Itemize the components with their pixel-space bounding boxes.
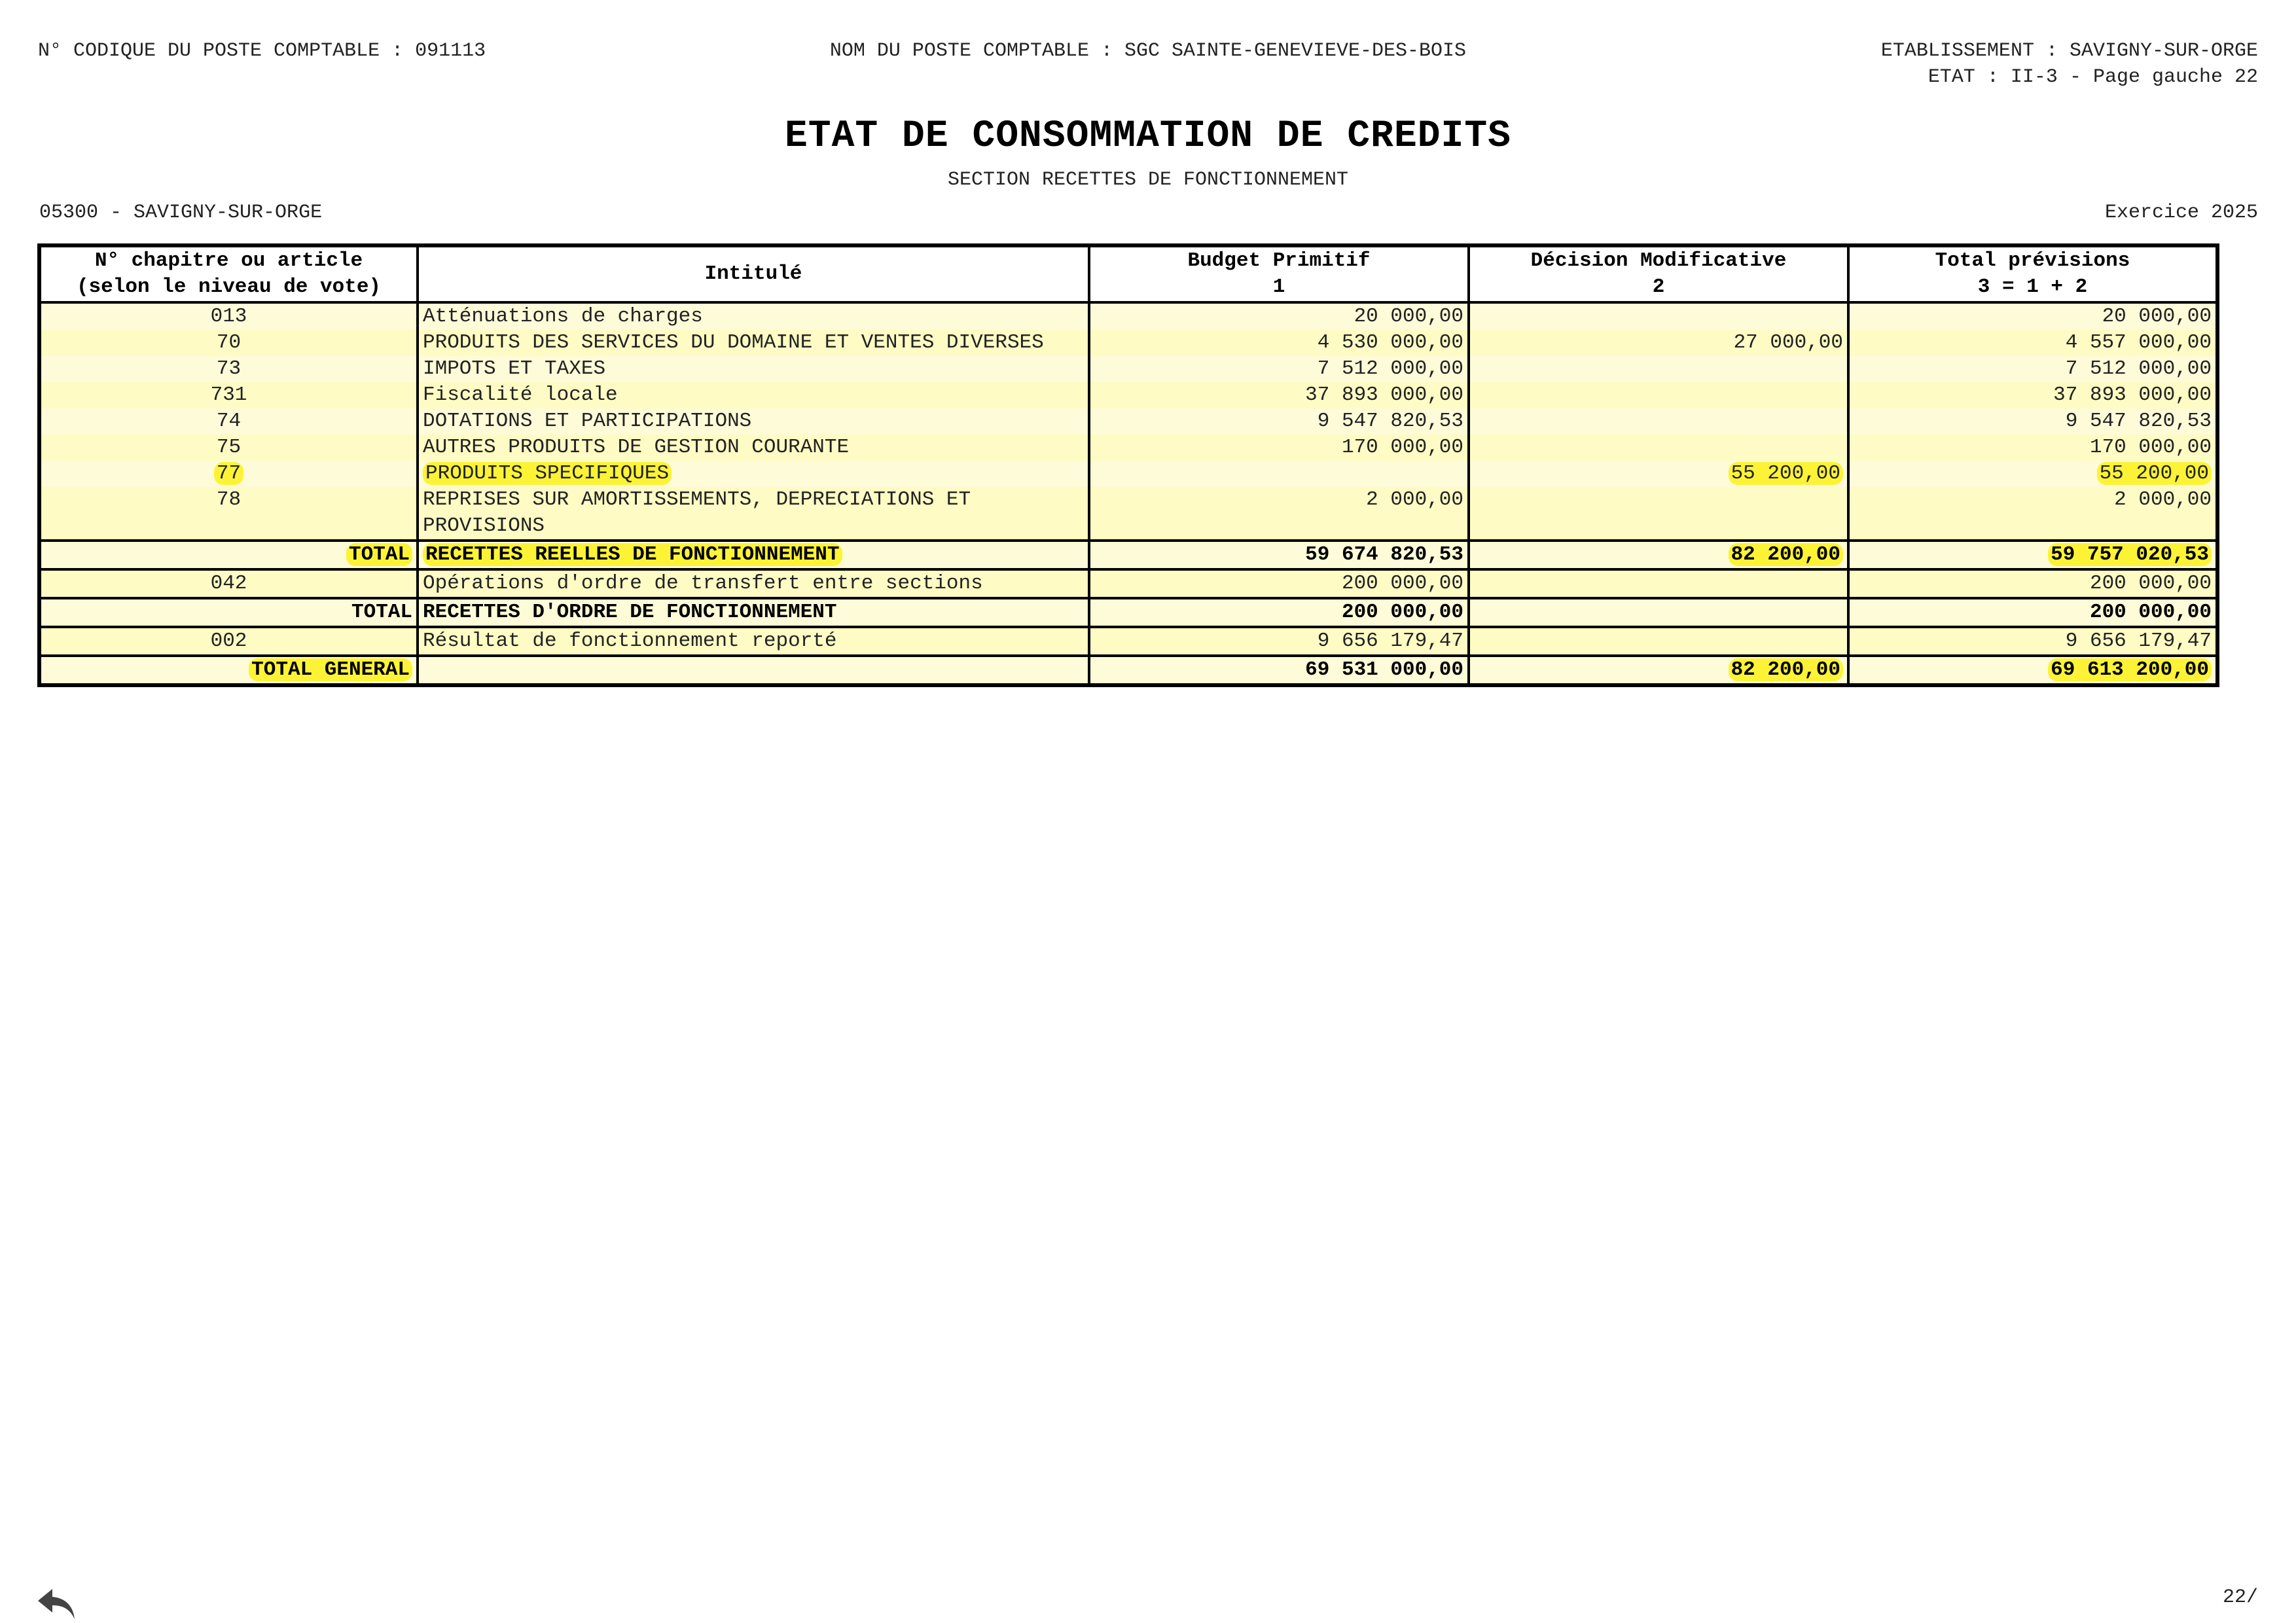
row-bp: 37 893 000,00 [1089, 382, 1469, 408]
row-bp: 20 000,00 [1089, 302, 1469, 330]
row-code: 73 [39, 356, 418, 382]
codique-poste-comptable: N° CODIQUE DU POSTE COMPTABLE : 091113 [38, 40, 486, 62]
row-label: Fiscalité locale [418, 382, 1089, 408]
row-bp [1089, 461, 1469, 487]
row-bp: 4 530 000,00 [1089, 330, 1469, 356]
row-code: 77 [39, 461, 418, 487]
row-code: 042 [39, 569, 418, 598]
table-row [39, 330, 2217, 356]
total-recettes-reelles-row [39, 541, 2217, 569]
row-dm [1469, 569, 1848, 598]
row-label: PRODUITS DES SERVICES DU DOMAINE ET VENTES DIVERSES [418, 330, 1089, 356]
row-bp: 200 000,00 [1089, 569, 1469, 598]
table-row [39, 302, 2217, 330]
row-dm [1469, 382, 1848, 408]
total-bp: 200 000,00 [1089, 598, 1469, 627]
row-total: 55 200,00 [1848, 461, 2217, 487]
row-label: PRODUITS SPECIFIQUES [418, 461, 1089, 487]
undo-arrow-icon[interactable] [35, 1586, 81, 1623]
row-code: 731 [39, 382, 418, 408]
total-code: TOTAL [39, 598, 418, 627]
row-bp: 9 547 820,53 [1089, 408, 1469, 435]
total-dm: 82 200,00 [1469, 541, 1848, 569]
row-dm [1469, 356, 1848, 382]
collectivite-label: 05300 - SAVIGNY-SUR-ORGE [39, 202, 323, 224]
row-total: 37 893 000,00 [1848, 382, 2217, 408]
table-row [39, 408, 2217, 435]
table-row [39, 569, 2217, 598]
table-row [39, 382, 2217, 408]
table-row [39, 435, 2217, 461]
row-total: 200 000,00 [1848, 569, 2217, 598]
table-row-highlighted [39, 461, 2217, 487]
total-dm [1469, 598, 1848, 627]
row-dm [1469, 302, 1848, 330]
exercice-label: Exercice 2025 [2104, 202, 2258, 224]
row-label: REPRISES SUR AMORTISSEMENTS, DEPRECIATIONS ET PROVISIONS [418, 487, 1089, 541]
total-recettes-ordre-row [39, 598, 2217, 627]
row-bp: 9 656 179,47 [1089, 627, 1469, 656]
row-label: Atténuations de charges [418, 302, 1089, 330]
row-total: 9 547 820,53 [1848, 408, 2217, 435]
total-bp: 59 674 820,53 [1089, 541, 1469, 569]
col-header-intitule: Intitulé [418, 245, 1089, 302]
row-dm [1469, 408, 1848, 435]
table-row [39, 487, 2217, 541]
page-title: ETAT DE CONSOMMATION DE CREDITS [785, 115, 1511, 158]
total-total: 59 757 020,53 [1848, 541, 2217, 569]
total-general-row [39, 656, 2217, 685]
row-total: 20 000,00 [1848, 302, 2217, 330]
total-bp: 69 531 000,00 [1089, 656, 1469, 685]
row-dm [1469, 627, 1848, 656]
total-code: TOTAL GENERAL [39, 656, 418, 685]
row-code: 70 [39, 330, 418, 356]
total-label [418, 656, 1089, 685]
row-code: 013 [39, 302, 418, 330]
page-number: 22/ [2222, 1586, 2258, 1609]
col-header-total-previsions: Total prévisions 3 = 1 + 2 [1848, 245, 2217, 302]
row-bp: 7 512 000,00 [1089, 356, 1469, 382]
nom-poste-comptable: NOM DU POSTE COMPTABLE : SGC SAINTE-GENEVIEVE-DES-BOIS [829, 40, 1467, 62]
row-bp: 2 000,00 [1089, 487, 1469, 541]
row-dm: 55 200,00 [1469, 461, 1848, 487]
etat-page-label: ETAT : II-3 - Page gauche 22 [1928, 66, 2258, 88]
total-total: 200 000,00 [1848, 598, 2217, 627]
total-label: RECETTES D'ORDRE DE FONCTIONNEMENT [418, 598, 1089, 627]
table-header-row [39, 245, 2217, 302]
credits-table [37, 243, 2219, 687]
row-label: Opérations d'ordre de transfert entre sections [418, 569, 1089, 598]
total-label: RECETTES REELLES DE FONCTIONNEMENT [418, 541, 1089, 569]
col-header-chapitre: N° chapitre ou article (selon le niveau de vote) [39, 245, 418, 302]
row-code: 78 [39, 487, 418, 541]
row-dm: 27 000,00 [1469, 330, 1848, 356]
row-total: 9 656 179,47 [1848, 627, 2217, 656]
row-total: 170 000,00 [1848, 435, 2217, 461]
row-bp: 170 000,00 [1089, 435, 1469, 461]
row-label: IMPOTS ET TAXES [418, 356, 1089, 382]
row-code: 74 [39, 408, 418, 435]
row-label: Résultat de fonctionnement reporté [418, 627, 1089, 656]
row-dm [1469, 487, 1848, 541]
row-label: DOTATIONS ET PARTICIPATIONS [418, 408, 1089, 435]
section-subtitle: SECTION RECETTES DE FONCTIONNEMENT [947, 169, 1349, 191]
row-total: 7 512 000,00 [1848, 356, 2217, 382]
etablissement-label: ETABLISSEMENT : SAVIGNY-SUR-ORGE [1880, 40, 2258, 62]
total-dm: 82 200,00 [1469, 656, 1848, 685]
row-code: 002 [39, 627, 418, 656]
row-total: 4 557 000,00 [1848, 330, 2217, 356]
total-code: TOTAL [39, 541, 418, 569]
row-label: AUTRES PRODUITS DE GESTION COURANTE [418, 435, 1089, 461]
col-header-budget-primitif: Budget Primitif 1 [1089, 245, 1469, 302]
etablissement-block [1881, 38, 2258, 90]
total-total: 69 613 200,00 [1848, 656, 2217, 685]
table-row [39, 356, 2217, 382]
table-row [39, 627, 2217, 656]
row-total: 2 000,00 [1848, 487, 2217, 541]
col-header-decision-modificative: Décision Modificative 2 [1469, 245, 1848, 302]
row-dm [1469, 435, 1848, 461]
row-code: 75 [39, 435, 418, 461]
